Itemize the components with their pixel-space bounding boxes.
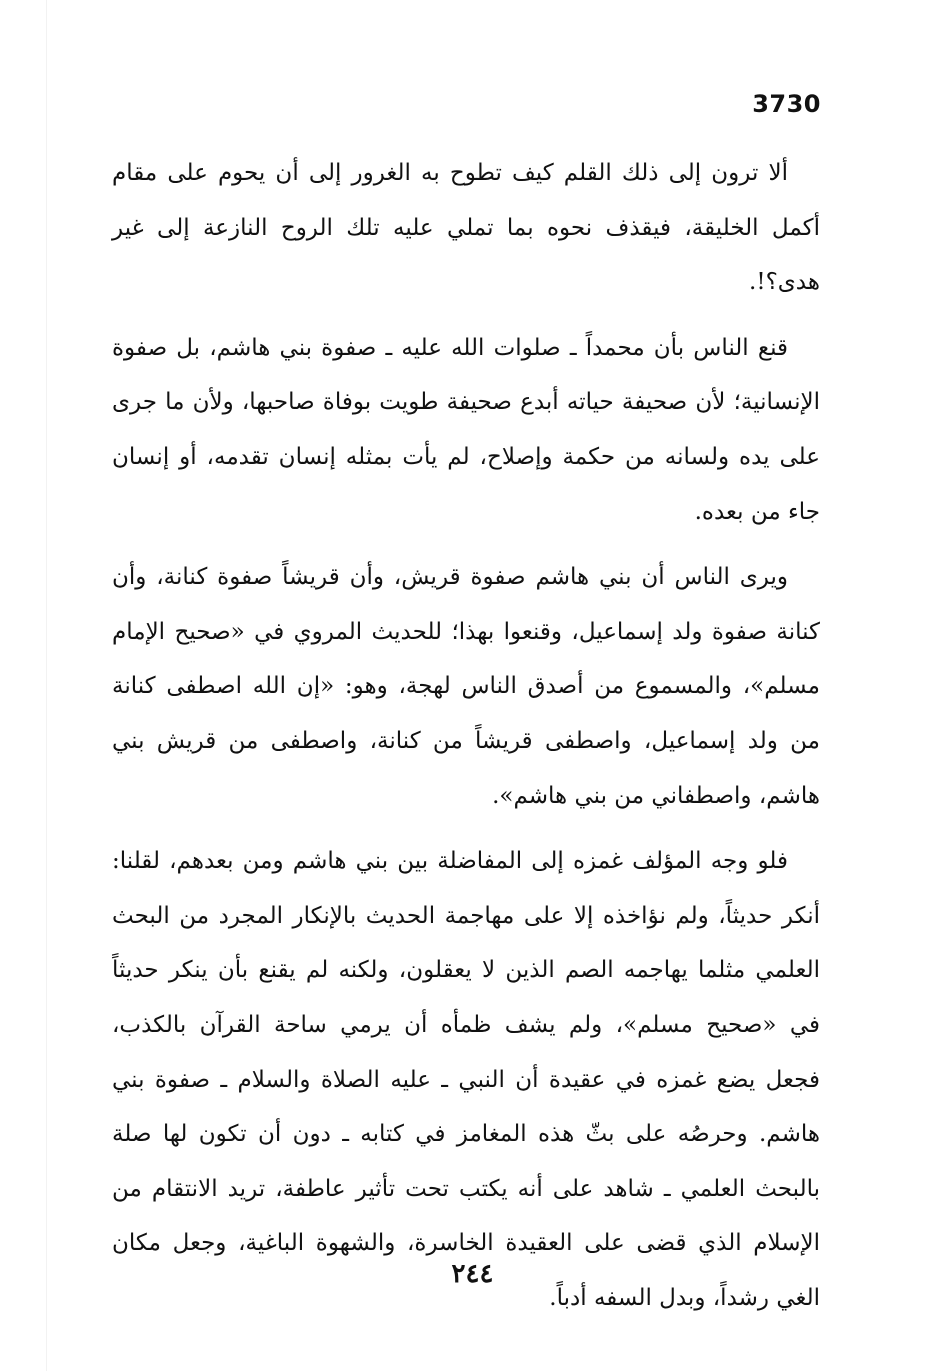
page-id: 3730 — [752, 90, 821, 118]
paragraph-1: ألا ترون إلى ذلك القلم كيف تطوح به الغرور إلى أن يحوم على مقام أكمل الخليقة، فيقذف نحوه بما تملي عليه تلك الروح النازعة إلى غير هدى؟!. — [112, 160, 820, 296]
page-number: ٢٤٤ — [451, 1259, 494, 1289]
body-text — [112, 146, 820, 1336]
paragraph-4: فلو وجه المؤلف غمزه إلى المفاضلة بين بني هاشم ومن بعدهم، لقلنا: أنكر حديثاً، ولم نؤاخذه إلا على مهاجمة الحديث بالإنكار المجرد من البحث العلمي مثلما يهاجمه الصم الذين لا يعقلون، ولكنه لم يقنع بأن ينكر حديثاً في «صحيح مسلم»، ولم يشف ظمأه أن يرمي ساحة القرآن بالكذب، فجعل يضع غمزه في عقيدة أن النبي ـ عليه الصلاة والسلام ـ صفوة بني هاشم. وحرصُه على بثّ هذه المغامز في كتابه ـ دون أن تكون لها صلة بالبحث العلمي ـ شاهد على أنه يكتب تحت تأثير عاطفة، تريد الانتقام من الإسلام الذي قضى على العقيدة الخاسرة، والشهوة الباغية، وجعل مكان الغي رشداً، وبدل السفه أدباً. — [112, 848, 820, 1311]
page-edge-shadow — [46, 0, 47, 1371]
paragraph-3: ويرى الناس أن بني هاشم صفوة قريش، وأن قريشاً صفوة كنانة، وأن كنانة صفوة ولد إسماعيل، وقنعوا بهذا؛ للحديث المروي في «صحيح الإمام مسلم»، والمسموع من أصدق الناس لهجة، وهو: «إن الله اصطفى كنانة من ولد إسماعيل، واصطفى قريشاً من كنانة، واصطفى من قريش بني هاشم، واصطفاني من بني هاشم». — [112, 564, 820, 809]
paragraph-2: قنع الناس بأن محمداً ـ صلوات الله عليه ـ صفوة بني هاشم، بل صفوة الإنسانية؛ لأن صحيفة حياته أبدع صحيفة طويت بوفاة صاحبها، ولأن ما جرى على يده ولسانه من حكمة وإصلاح، لم يأت بمثله إنسان تقدمه، أو إنسان جاء من بعده. — [112, 334, 820, 525]
